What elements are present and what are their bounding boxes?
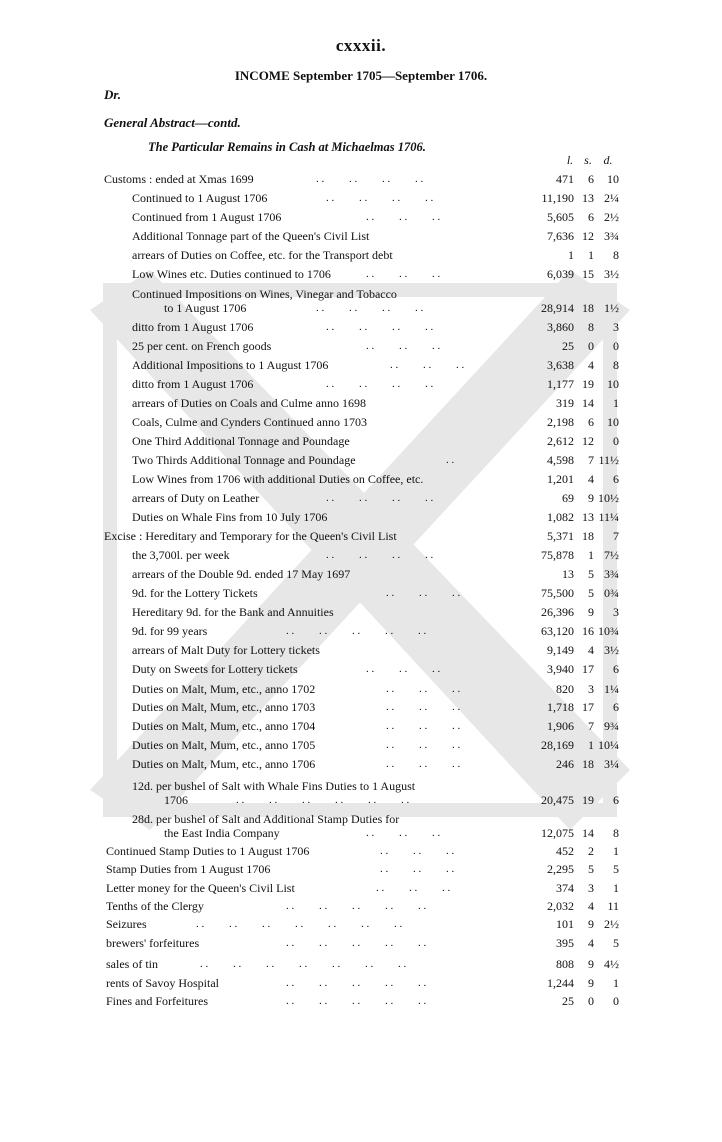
amount-pounds: 7,636 <box>547 229 574 243</box>
leader-dots: . . . . . . . . <box>326 549 434 561</box>
amount-shillings: 13 <box>582 191 594 205</box>
leader-dots: . . . . . . <box>366 211 441 223</box>
amount-shillings: 15 <box>582 267 594 281</box>
row-label: sales of tin <box>106 957 158 971</box>
amount-shillings: 9 <box>588 605 594 619</box>
row-label: Continued from 1 August 1706 <box>132 210 282 224</box>
amount-pence: 10 <box>607 172 619 186</box>
leader-dots: . . . . . . <box>386 758 461 770</box>
amount-pence: 7½ <box>604 548 619 562</box>
leader-dots: . . . . . . . . . . <box>286 900 427 912</box>
amount-pence: 2½ <box>604 210 619 224</box>
amount-pounds: 13 <box>562 567 574 581</box>
amount-pence: 1 <box>613 881 619 895</box>
leader-dots: . . . . . . <box>386 683 461 695</box>
row-label: the 3,700l. per week <box>132 548 230 562</box>
leader-dots: . . . . . . . . <box>326 492 434 504</box>
amount-shillings: 4 <box>588 358 594 372</box>
amount-shillings: 9 <box>588 491 594 505</box>
amount-pounds: 2,295 <box>547 862 574 876</box>
amount-shillings: 18 <box>582 529 594 543</box>
row-label: Additional Tonnage part of the Queen's Civil List <box>132 229 370 243</box>
amount-pence: 0 <box>613 434 619 448</box>
leader-dots: . . . . . . <box>366 663 441 675</box>
amount-shillings: 0 <box>588 994 594 1008</box>
page-number: cxxxii. <box>335 36 387 55</box>
amount-pence: 8 <box>613 248 619 262</box>
amount-pence: 1 <box>613 396 619 410</box>
row-label: rents of Savoy Hospital <box>106 976 219 990</box>
amount-shillings: 18 <box>582 757 594 771</box>
amount-pence: 0 <box>613 994 619 1008</box>
row-label: Seizures <box>106 917 147 931</box>
amount-pence: 11¼ <box>598 510 619 524</box>
row-label: Duties on Malt, Mum, etc., anno 1705 <box>132 738 316 752</box>
amount-pounds: 101 <box>556 917 574 931</box>
amount-pence: 0¾ <box>604 586 619 600</box>
row-label: Continued to 1 August 1706 <box>132 191 268 205</box>
amount-pence: 6 <box>613 700 619 714</box>
amount-shillings: 6 <box>588 210 594 224</box>
amount-shillings: 19 <box>582 377 594 391</box>
leader-dots: . . . . . . <box>380 863 455 875</box>
amount-pence: 11½ <box>598 453 619 467</box>
row-label: Low Wines etc. Duties continued to 1706 <box>132 267 331 281</box>
dr-label: Dr. <box>104 87 121 102</box>
amount-pounds: 3,860 <box>547 320 574 334</box>
row-label: 28d. per bushel of Salt and Additional Stamp Duties for the East India Company <box>132 812 400 840</box>
leader-dots: . . . . . . <box>386 587 461 599</box>
amount-pounds: 1,718 <box>547 700 574 714</box>
amount-pence: 11 <box>607 899 619 913</box>
amount-pounds: 471 <box>556 172 574 186</box>
amount-pounds: 25 <box>562 994 574 1008</box>
amount-pence: 10¼ <box>598 738 619 752</box>
row-label: Fines and Forfeitures <box>106 994 208 1008</box>
amount-shillings: 1 <box>588 738 594 752</box>
leader-dots: . . . . . . . . <box>326 192 434 204</box>
amount-pounds: 28,169 <box>541 738 574 752</box>
amount-shillings: 6 <box>588 415 594 429</box>
amount-pence: 6 <box>613 662 619 676</box>
amount-shillings: 12 <box>582 434 594 448</box>
amount-pounds: 2,612 <box>547 434 574 448</box>
amount-pence: 5 <box>613 862 619 876</box>
amount-pounds: 246 <box>556 757 574 771</box>
amount-shillings: 4 <box>588 899 594 913</box>
amount-pence: 10 <box>607 415 619 429</box>
amount-shillings: 9 <box>588 917 594 931</box>
row-label: Stamp Duties from 1 August 1706 <box>106 862 271 876</box>
leader-dots: . . . . . . . . . . . . . . <box>200 958 407 970</box>
leader-dots: . . . . . . <box>386 701 461 713</box>
amount-pence: 6 <box>613 793 619 807</box>
leader-dots: . . . . . . <box>366 268 441 280</box>
amount-pence: 3½ <box>604 643 619 657</box>
row-label: brewers' forfeitures <box>106 936 200 950</box>
row-label: Customs : ended at Xmas 1699 <box>104 172 254 186</box>
section-heading: General Abstract—contd. <box>104 115 241 130</box>
amount-pounds: 28,914 <box>541 301 574 315</box>
row-label: Tenths of the Clergy <box>106 899 204 913</box>
amount-shillings: 17 <box>582 700 594 714</box>
amount-pence: 1 <box>613 976 619 990</box>
subsection-heading: The Particular Remains in Cash at Michaelmas 1706. <box>148 140 426 154</box>
amount-pounds: 2,032 <box>547 899 574 913</box>
row-label: Duties on Whale Fins from 10 July 1706 <box>132 510 328 524</box>
row-label: Excise : Hereditary and Temporary for the Queen's Civil List <box>104 529 397 543</box>
leader-dots: . . . . . . . . <box>316 302 424 314</box>
amount-shillings: 8 <box>588 320 594 334</box>
amount-shillings: 16 <box>582 624 594 638</box>
col-header-pence: d. <box>603 153 613 167</box>
amount-shillings: 4 <box>588 472 594 486</box>
amount-pounds: 4,598 <box>547 453 574 467</box>
leader-dots: . . . . . . . . <box>316 173 424 185</box>
amount-pounds: 63,120 <box>541 624 574 638</box>
amount-shillings: 4 <box>588 936 594 950</box>
amount-pence: 3 <box>613 605 619 619</box>
amount-pounds: 6,039 <box>547 267 574 281</box>
amount-pence: 3 <box>613 320 619 334</box>
amount-shillings: 9 <box>588 976 594 990</box>
amount-pounds: 12,075 <box>541 826 574 840</box>
amount-pence: 8 <box>613 358 619 372</box>
amount-shillings: 5 <box>588 862 594 876</box>
amount-shillings: 4 <box>588 643 594 657</box>
amount-pounds: 820 <box>556 682 574 696</box>
row-label-continuation: 1706 <box>164 793 188 807</box>
amount-pounds: 5,371 <box>547 529 574 543</box>
amount-shillings: 7 <box>588 719 594 733</box>
row-label: 9d. for the Lottery Tickets <box>132 586 258 600</box>
amount-pounds: 1,201 <box>547 472 574 486</box>
leader-dots: . . . . . . . . . . <box>286 937 427 949</box>
row-label: arrears of the Double 9d. ended 17 May 1697 <box>132 567 351 581</box>
row-label-continuation: the East India Company <box>164 826 280 840</box>
amount-pence: 6 <box>613 472 619 486</box>
leader-dots: . . . . . . <box>386 739 461 751</box>
amount-shillings: 14 <box>582 826 594 840</box>
amount-pounds: 69 <box>562 491 574 505</box>
row-label: arrears of Duties on Coals and Culme anno 1698 <box>132 396 366 410</box>
leader-dots: . . . . . . <box>390 359 465 371</box>
row-label: Duty on Sweets for Lottery tickets <box>132 662 298 676</box>
amount-pounds: 395 <box>556 936 574 950</box>
leader-dots: . . . . . . . . . . <box>286 995 427 1007</box>
amount-shillings: 6 <box>588 172 594 186</box>
amount-pounds: 1,177 <box>547 377 574 391</box>
amount-pounds: 1,244 <box>547 976 574 990</box>
amount-pence: 2½ <box>604 917 619 931</box>
row-label: ditto from 1 August 1706 <box>132 377 254 391</box>
amount-pounds: 374 <box>556 881 574 895</box>
col-header-shillings: s. <box>584 153 592 167</box>
amount-shillings: 0 <box>588 339 594 353</box>
amount-pence: 4½ <box>604 957 619 971</box>
amount-pence: 1½ <box>604 301 619 315</box>
amount-shillings: 3 <box>588 881 594 895</box>
leader-dots: . . . . . . <box>366 340 441 352</box>
amount-shillings: 5 <box>588 567 594 581</box>
amount-shillings: 9 <box>588 957 594 971</box>
amount-pounds: 1 <box>568 248 574 262</box>
amount-pence: 3¼ <box>604 757 619 771</box>
leader-dots: . . <box>446 454 455 466</box>
amount-shillings: 17 <box>582 662 594 676</box>
row-label: Duties on Malt, Mum, etc., anno 1706 <box>132 757 316 771</box>
amount-pence: 1 <box>613 844 619 858</box>
amount-shillings: 14 <box>582 396 594 410</box>
amount-shillings: 13 <box>582 510 594 524</box>
amount-pounds: 75,878 <box>541 548 574 562</box>
amount-pence: 10¾ <box>598 624 619 638</box>
amount-pounds: 20,475 <box>541 793 574 807</box>
amount-pence: 9¾ <box>604 719 619 733</box>
row-label: One Third Additional Tonnage and Poundage <box>132 434 350 448</box>
row-label: arrears of Malt Duty for Lottery tickets <box>132 643 320 657</box>
row-label: Hereditary 9d. for the Bank and Annuities <box>132 605 334 619</box>
row-label: Low Wines from 1706 with additional Duties on Coffee, etc. <box>132 472 424 486</box>
amount-pounds: 452 <box>556 844 574 858</box>
row-label: Letter money for the Queen's Civil List <box>106 881 295 895</box>
row-label-continuation: to 1 August 1706 <box>164 301 247 315</box>
amount-shillings: 18 <box>582 301 594 315</box>
leader-dots: . . . . . . . . . . . . . . <box>196 918 403 930</box>
amount-pounds: 808 <box>556 957 574 971</box>
col-header-pounds: l. <box>566 153 574 167</box>
amount-shillings: 3 <box>588 682 594 696</box>
amount-pounds: 25 <box>562 339 574 353</box>
row-label: ditto from 1 August 1706 <box>132 320 254 334</box>
amount-pounds: 75,500 <box>541 586 574 600</box>
amount-pounds: 5,605 <box>547 210 574 224</box>
amount-pence: 8 <box>613 826 619 840</box>
amount-pence: 3¾ <box>604 229 619 243</box>
amount-pounds: 1,906 <box>547 719 574 733</box>
amount-shillings: 19 <box>582 793 594 807</box>
amount-pence: 10½ <box>598 491 619 505</box>
amount-shillings: 1 <box>588 548 594 562</box>
amount-pounds: 3,638 <box>547 358 574 372</box>
row-label: Duties on Malt, Mum, etc., anno 1704 <box>132 719 316 733</box>
row-label: 9d. for 99 years <box>132 624 208 638</box>
leader-dots: . . . . . . <box>376 882 451 894</box>
amount-pounds: 26,396 <box>541 605 574 619</box>
amount-shillings: 2 <box>588 844 594 858</box>
amount-pounds: 2,198 <box>547 415 574 429</box>
amount-pence: 0 <box>613 339 619 353</box>
leader-dots: . . . . . . <box>366 827 441 839</box>
amount-pounds: 11,190 <box>541 191 574 205</box>
leader-dots: . . . . . . . . . . . . <box>236 794 410 806</box>
amount-pence: 7 <box>613 529 619 543</box>
amount-pounds: 319 <box>556 396 574 410</box>
leader-dots: . . . . . . <box>380 845 455 857</box>
row-label: Duties on Malt, Mum, etc., anno 1703 <box>132 700 316 714</box>
row-label: Two Thirds Additional Tonnage and Poundage <box>132 453 356 467</box>
row-label: Continued Impositions on Wines, Vinegar and Tobacco to 1 August 1706 <box>132 287 397 315</box>
amount-shillings: 5 <box>588 586 594 600</box>
amount-pence: 5 <box>613 936 619 950</box>
row-label: arrears of Duties on Coffee, etc. for the Transport debt <box>132 248 393 262</box>
income-title: INCOME September 1705—September 1706. <box>234 68 488 83</box>
row-label: 25 per cent. on French goods <box>132 339 272 353</box>
amount-pence: 3¾ <box>604 567 619 581</box>
amount-shillings: 7 <box>588 453 594 467</box>
amount-pounds: 9,149 <box>547 643 574 657</box>
amount-pounds: 3,940 <box>547 662 574 676</box>
amount-shillings: 12 <box>582 229 594 243</box>
leader-dots: . . . . . . . . . . <box>286 625 427 637</box>
leader-dots: . . . . . . . . <box>326 321 434 333</box>
amount-shillings: 1 <box>588 248 594 262</box>
row-label: Additional Impositions to 1 August 1706 <box>132 358 329 372</box>
amount-pence: 3½ <box>604 267 619 281</box>
leader-dots: . . . . . . . . . . <box>286 977 427 989</box>
row-label: Continued Stamp Duties to 1 August 1706 <box>106 844 310 858</box>
leader-dots: . . . . . . <box>386 720 461 732</box>
row-label: arrears of Duty on Leather <box>132 491 260 505</box>
leader-dots: . . . . . . . . <box>326 378 434 390</box>
row-label: 12d. per bushel of Salt with Whale Fins Duties to 1 August 1706 <box>132 779 416 807</box>
row-label: Coals, Culme and Cynders Continued anno 1703 <box>132 415 367 429</box>
amount-pence: 2¼ <box>604 191 619 205</box>
amount-pounds: 1,082 <box>547 510 574 524</box>
amount-pence: 1¼ <box>604 682 619 696</box>
amount-pence: 10 <box>607 377 619 391</box>
row-label: Duties on Malt, Mum, etc., anno 1702 <box>132 682 316 696</box>
